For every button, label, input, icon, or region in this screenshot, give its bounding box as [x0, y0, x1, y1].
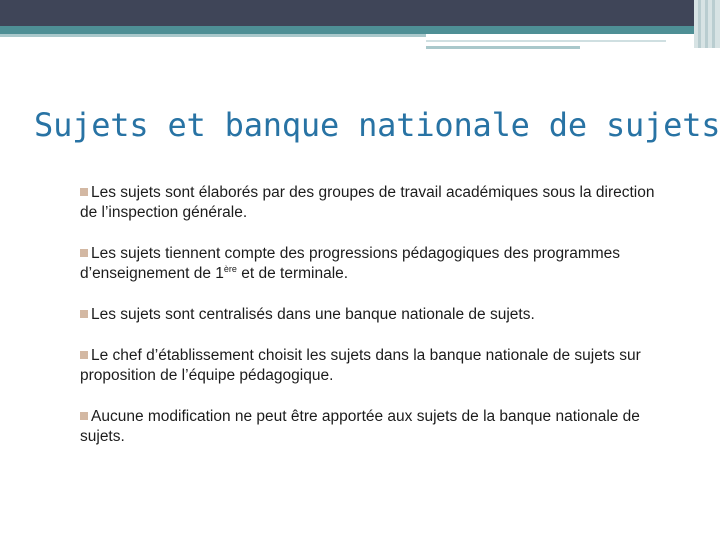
header-accent-line	[0, 34, 426, 37]
header-corner-block	[694, 0, 720, 48]
bullet-text: Les sujets sont centralisés dans une banque nationale de sujets.	[91, 306, 535, 323]
bullet-item	[80, 407, 670, 447]
bullet-item	[80, 305, 670, 325]
bullet-list	[80, 183, 670, 468]
header-corner-stripe	[712, 0, 715, 48]
bullet-item	[80, 244, 670, 284]
bullet-text: Les sujets tiennent compte des progressions pédagogiques des programmes d’enseignement de 1	[80, 245, 621, 282]
square-bullet-icon	[80, 310, 88, 318]
header-corner-stripe	[705, 0, 708, 48]
slide-title: Sujets et banque nationale de sujets	[34, 106, 720, 144]
square-bullet-icon	[80, 351, 88, 359]
header-accent-line	[426, 40, 666, 42]
square-bullet-icon	[80, 412, 88, 420]
header-accent-line	[426, 46, 580, 49]
bullet-text: Aucune modification ne peut être apportée aux sujets de la banque nationale de sujets.	[80, 408, 640, 445]
bullet-text: Les sujets sont élaborés par des groupes de travail académiques sous la direction de l’inspection générale.	[80, 184, 655, 221]
bullet-superscript: ère	[223, 264, 237, 274]
bullet-item	[80, 346, 670, 386]
bullet-text: Le chef d’établissement choisit les sujets dans la banque nationale de sujets sur proposition de l’équipe pédagogique.	[80, 347, 641, 384]
header-dark-bar	[0, 0, 720, 26]
square-bullet-icon	[80, 188, 88, 196]
bullet-text: et de terminale.	[236, 265, 349, 282]
bullet-item	[80, 183, 670, 223]
header-corner-stripe	[698, 0, 701, 48]
header-teal-bar	[0, 26, 720, 34]
square-bullet-icon	[80, 249, 88, 257]
